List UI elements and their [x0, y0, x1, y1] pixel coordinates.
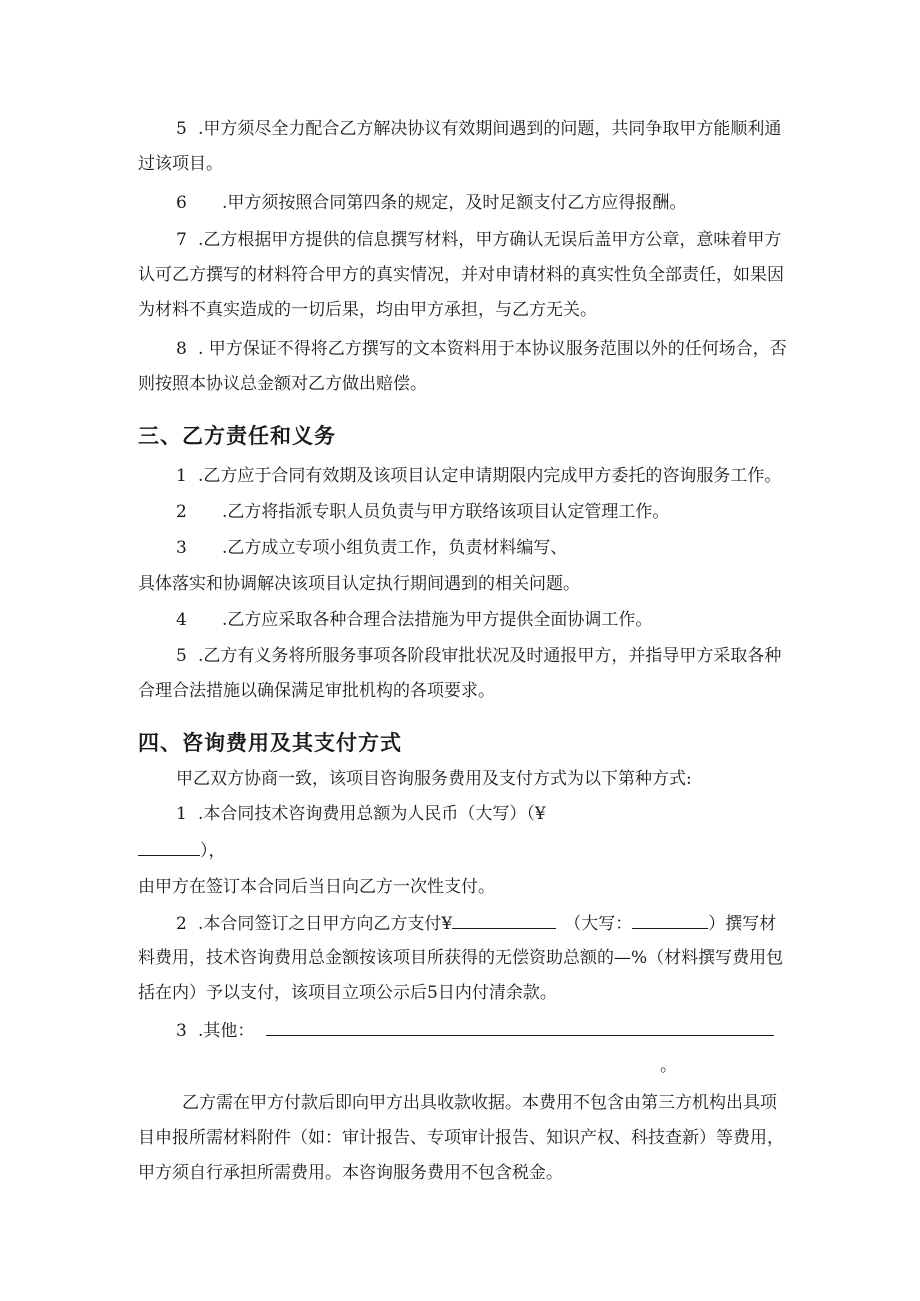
clause-2-7-cont1: 认可乙方撰写的材料符合甲方的真实情况，并对申请材料的真实性负全部责任，如果因 [138, 265, 784, 285]
clause-text: .本合同签订之日甲方向乙方支付¥ [198, 914, 453, 934]
payment-amount-blank [452, 912, 556, 929]
clause-4-1-cont: 由甲方在签订本合同后当日向乙方一次性支付。 [138, 877, 495, 897]
clause-3-5-cont: 合理合法措施以确保满足审批机构的各项要求。 [138, 681, 495, 701]
clause-number: 6 [176, 193, 187, 213]
clause-text: .乙方有义务将所服务事项各阶段审批状况及时通报甲方，并指导甲方采取各种 [198, 646, 782, 666]
clause-2-6 [176, 192, 686, 214]
clause-number: 1 [176, 804, 187, 824]
section-3-title: 三、乙方责任和义务 [138, 424, 336, 448]
clause-4-2 [176, 912, 776, 935]
amount-blank [138, 839, 200, 856]
clause-4-2-cont1: 料费用，技术咨询费用总金额按该项目所获得的无偿资助总额的—%（材料撰写费用包 [138, 948, 784, 968]
clause-text: ）， [200, 841, 226, 861]
clause-text: .乙方应采取各种合理合法措施为甲方提供全面协调工作。 [222, 610, 653, 630]
clause-number: 4 [176, 610, 187, 630]
clause-text: .乙方成立专项小组负责工作，负责材料编写、 [222, 538, 568, 558]
clause-text: .甲方须尽全力配合乙方解决协议有效期间遇到的问题，共同争取甲方能顺利通 [198, 119, 782, 139]
clause-number: 1 [176, 466, 187, 486]
clause-4-3 [176, 1019, 774, 1042]
clause-text: .本合同技术咨询费用总额为人民币（大写）（¥ [198, 804, 546, 824]
clause-number: 7 [176, 230, 187, 250]
clause-4-1 [176, 803, 546, 825]
clause-3-5 [176, 645, 781, 667]
closing-paragraph-cont2: 甲方须自行承担所需费用。本咨询服务费用不包含税金。 [138, 1163, 563, 1183]
clause-2-8 [176, 338, 787, 360]
clause-4-2-cont2: 括在内）予以支付，该项目立项公示后5日内付清余款。 [138, 983, 557, 1003]
other-terms-blank [266, 1019, 774, 1036]
clause-2-7-cont2: 为材料不真实造成的一切后果，均由甲方承担，与乙方无关。 [138, 300, 597, 320]
clause-3-3 [176, 537, 567, 559]
clause-text: .乙方根据甲方提供的信息撰写材料，甲方确认无误后盖甲方公章，意味着甲方 [198, 230, 782, 250]
clause-text: . 甲方保证不得将乙方撰写的文本资料用于本协议服务范围以外的任何场合，否 [198, 339, 787, 359]
clause-2-5-cont: 过该项目。 [138, 154, 223, 174]
clause-3-1 [176, 465, 781, 487]
clause-text: （大写： [564, 914, 633, 934]
clause-2-8-cont: 则按照本协议总金额对乙方做出赔偿。 [138, 374, 427, 394]
clause-number: 5 [176, 646, 187, 666]
clause-2-5 [176, 118, 781, 140]
clause-number: 2 [176, 502, 187, 522]
clause-text: .其他： [198, 1021, 255, 1041]
clause-number: 3 [176, 1021, 187, 1041]
closing-paragraph-cont1: 目申报所需材料附件（如：审计报告、专项审计报告、知识产权、科技查新）等费用， [138, 1128, 784, 1148]
section-4-intro: 甲乙双方协商一致，该项目咨询服务费用及支付方式为以下第种方式: [176, 769, 692, 789]
clause-text: .乙方应于合同有效期及该项目认定申请期限内完成甲方委托的咨询服务工作。 [198, 466, 782, 486]
section-4-title: 四、咨询费用及其支付方式 [138, 731, 402, 755]
clause-text: .乙方将指派专职人员负责与甲方联络该项目认定管理工作。 [222, 502, 670, 522]
clause-4-3-end-mark: 。 [660, 1056, 677, 1076]
closing-paragraph: 乙方需在甲方付款后即向甲方出具收款收据。本费用不包含由第三方机构出具项 [182, 1093, 777, 1113]
clause-3-4 [176, 609, 652, 631]
clause-text: ）撰写材 [708, 914, 777, 934]
payment-words-blank [632, 912, 708, 929]
clause-number: 5 [176, 119, 187, 139]
clause-number: 8 [176, 339, 187, 359]
clause-4-1-amount [138, 839, 226, 862]
clause-2-7 [176, 229, 781, 251]
clause-text: .甲方须按照合同第四条的规定，及时足额支付乙方应得报酬。 [222, 193, 687, 213]
clause-number: 2 [176, 914, 187, 934]
clause-number: 3 [176, 538, 187, 558]
clause-3-2 [176, 501, 669, 523]
clause-3-3-cont: 具体落实和协调解决该项目认定执行期间遇到的相关问题。 [138, 574, 580, 594]
